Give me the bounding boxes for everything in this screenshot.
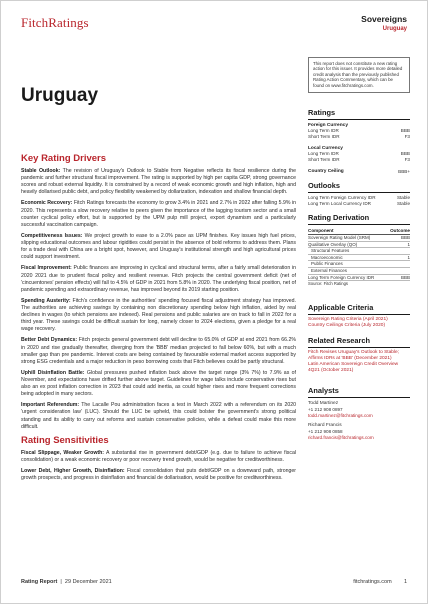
sensitivities-paragraph [21, 450, 296, 464]
analyst-phone: +1 212 908 0858 [308, 429, 343, 435]
derivation-col-component: Component [308, 228, 334, 233]
key_drivers-paragraph-lead: Better Debt Dynamics: [21, 337, 78, 344]
sensitivities-paragraph-lead: Fiscal Slippage, Weaker Growth: [21, 449, 105, 456]
footer-site-link[interactable]: fitchratings.com [353, 579, 392, 585]
key_drivers-paragraph-text: The Lacalle Pou administration faces a test in March 2022 with a referendum on its 2020 'urgent consideration law' (LUC). Should the LUC be upheld, this could bolster the government's strong political standing and its ability to carry out reforms and sustain conservative policies, while a defeat could make this more difficult. [21, 402, 296, 430]
derivation-row [308, 261, 410, 268]
sidebar [308, 57, 410, 441]
derivation-value: BBB [400, 274, 410, 280]
derivation-row [308, 242, 410, 249]
key_drivers-paragraph-lead: Uphill Disinflation Battle: [21, 369, 85, 376]
main-column [21, 153, 296, 486]
page-title: Uruguay [21, 85, 99, 106]
country-ceiling-label: Country Ceiling [308, 169, 344, 174]
local-currency-rows [308, 151, 410, 163]
footer-date: 29 December 2021 [64, 579, 112, 585]
key_drivers-paragraph-text: We project growth to ease to a 2.0% pace as UPM finishes. Key issues high fuel prices, slipping educational outcomes and labour rigidities could persist in the absence of bold reforms to address them. Plans for a trade deal with China are a bright spot, however, and Uruguay's institutional strength and high agricultural prices could support investment. [21, 232, 296, 261]
key_drivers-paragraph [21, 337, 296, 365]
derivation-heading: Rating Derivation [308, 213, 410, 225]
country-ceiling-value: BBB+ [398, 169, 410, 174]
key_drivers-paragraph-lead: Important Referendum: [21, 402, 80, 409]
derivation-row [308, 268, 410, 275]
local-rating-value: BBB [400, 151, 410, 156]
key_drivers-paragraph [21, 402, 296, 430]
key_drivers-paragraph-text: Fitch's confidence in the authorities' spending focused fiscal adjustment strategy has improved. The authorities are achieving savings by containing non discretionary spending below high inflation, aided by real declines in wages (to which pensions are indexed). Real pensions and public salaries are on track to fall in 2022 for a third year. These savings could be difficult sustain for long, namely closer to 2024 elections, given a pledge for a real wage recovery. [21, 297, 296, 333]
foreign-rating-row [308, 134, 410, 140]
key_drivers-paragraph-lead: Economic Recovery: [21, 200, 73, 207]
key_drivers-paragraph [21, 265, 296, 293]
local-currency-label: Local Currency [308, 146, 343, 151]
research-link[interactable]: Latin American Sovereign Credit Overview 4Q21 (October 2021) [308, 361, 399, 374]
foreign-rating-label: Long Term IDR [308, 128, 339, 133]
derivation-label: Qualitative Overlay (QO) [308, 241, 358, 247]
key_drivers-paragraph-lead: Spending Austerity: [21, 297, 71, 304]
local-rating-label: Short Term IDR [308, 157, 340, 162]
derivation-label: Macroeconomic [311, 254, 343, 260]
derivation-value: BBB [400, 235, 410, 240]
key_drivers-paragraph-lead: Stable Outlook: [21, 168, 61, 174]
outlook-value: Stable [396, 201, 410, 206]
analyst-email-link[interactable]: todd.martinez@fitchratings.com [308, 413, 373, 419]
criteria-list [308, 317, 410, 329]
disclaimer-box: This report does not constitute a new rating action for this issuer. It provides more detailed credit analysis than the previously published Rating Action Commentary, which can be found on www.fitchratings.com. [308, 57, 410, 93]
derivation-row [308, 255, 410, 262]
key-drivers-heading: Key Rating Drivers [21, 153, 107, 164]
outlook-label: Long Term Local Currency IDR [308, 201, 371, 206]
local-rating-label: Long Term IDR [308, 151, 339, 156]
derivation-label: Long Term Foreign Currency IDR [308, 274, 375, 280]
research-list [308, 350, 410, 375]
key_drivers-paragraph-lead: Competitiveness Issues: [21, 232, 83, 239]
outlook-label: Long Term Foreign Currency IDR [308, 195, 376, 200]
sensitivities-list [21, 450, 296, 482]
key_drivers-paragraph [21, 168, 296, 196]
foreign-rating-label: Short Term IDR [308, 134, 340, 139]
sensitivities-heading: Rating Sensitivities [21, 434, 109, 446]
footer-left: Rating Report | 29 December 2021 [21, 579, 112, 585]
derivation-value: 1 [407, 241, 410, 247]
research-link[interactable]: Fitch Revises Uruguay's Outlook to Stable; Affirms IDRs at 'BBB' (December 2021) [308, 349, 400, 361]
criteria-heading: Applicable Criteria [308, 303, 410, 315]
derivation-label: Public Finances [311, 261, 343, 267]
key_drivers-paragraph-text: Public finances are improving in cyclical and structural terms, after a fairly small deterioration in 2020 2021 due to prudent fiscal policy and resilient revenue. Fitch projects the central government deficit (net of 'cincuentones' pension effects) will fall to 4.5% of GDP in 2021 from 5.8% in 2020. The underlying fiscal position, net of pandemic spending and extraordinary revenue, has improved beyond its 2019 starting position. [21, 265, 297, 293]
key_drivers-paragraph [21, 370, 296, 398]
foreign-rating-value: F3 [404, 134, 410, 139]
sensitivities-paragraph [21, 468, 296, 482]
key_drivers-paragraph-text: Global pressures pushed inflation back above the target range (3% 7%) to 7.9% as of November, and expectations have drifted further above target. Guidelines for wage talks include conservative rises but also an ex post inflation correction in 2023 that could add inertia, as could higher rises and more frequent corrections being adopted in many sectors. [21, 369, 296, 398]
key_drivers-paragraph-text: Fitch Ratings forecasts the economy to grow 3.4% in 2021 and 2.7% in 2022 after falling 5.9% in 2020. This represents a slow recovery relative to peers given the importance of the lagging tourism sector and a small counter cyclical policy effort, but is supported by the UPM pulp mill project, export dynamism and a particularly successful vaccination campaign. [21, 200, 296, 228]
derivation-label: Sovereign Rating Model (SRM) [308, 235, 371, 240]
analyst-phone: +1 212 908 0897 [308, 407, 343, 413]
derivation-label: Structural Features [311, 248, 350, 254]
key_drivers-paragraph [21, 233, 296, 261]
derivation-label: External Finances [311, 267, 348, 273]
key_drivers-paragraph-text: Fitch projects general government debt will decline to 65.0% of GDP at end 2021 from 66.2% in 2020 and rise gradually thereafter, diverging from the 'BBB' median projected to fall below 60%, but with a much smaller gap than pre pandemic. Interest costs are being contained by favourable external market access supported by strong ESG credentials and a major reduction in peso borrowing costs that Fitch believes could be partly structural. [21, 337, 296, 365]
analyst-card [308, 423, 410, 441]
key_drivers-paragraph [21, 200, 296, 228]
analyst-name: Richard Francis [308, 423, 342, 429]
derivation-table-header [308, 227, 410, 235]
derivation-row [308, 235, 410, 242]
fitch-logo: FitchRatings [21, 15, 89, 30]
key_drivers-paragraph [21, 298, 296, 333]
derivation-col-outcome: Outcome [390, 228, 410, 233]
derivation-source-text: Source: Fitch Ratings [308, 281, 349, 287]
outlooks-heading: Outlooks [308, 181, 410, 193]
analysts-list [308, 401, 410, 441]
analyst-name: Todd Martinez [308, 401, 339, 407]
criteria-link[interactable]: Country Ceilings Criteria (July 2020) [308, 323, 386, 329]
sector-label: Sovereigns [361, 14, 407, 24]
footer-doc-type: Rating Report [21, 579, 58, 585]
analysts-heading: Analysts [308, 386, 410, 398]
sensitivities-paragraph-lead: Lower Debt, Higher Growth, Disinflation: [21, 468, 125, 475]
outlooks-rows [308, 195, 410, 207]
derivation-value: 1 [407, 254, 410, 260]
footer-right [353, 579, 407, 585]
foreign-rating-value: BBB [400, 128, 410, 133]
sensitivities-paragraph-text: A substantial rise in government debt/GDP (e.g. due to failure to achieve fiscal consolidation) or a weak economic recovery or poor recovery trend growth, would be negative for creditworthiness. [21, 449, 296, 463]
key_drivers-paragraph-text: The revision of Uruguay's Outlook to Stable from Negative reflects its fiscal resilience during the pandemic and further structural fiscal improvement. The rating is supported by high per capita GDP, strong governance scores and robust external liquidity. It is constrained by a record of weak economic growth and high inflation, high and heavily dollarised public debt, and policy flexibility weakened by dollarization, indexation and shallow financial depth. [21, 168, 296, 196]
key-drivers-list [21, 168, 296, 431]
derivation-source [308, 281, 410, 287]
country-label: Uruguay [382, 26, 407, 32]
derivation-row [308, 275, 410, 282]
country-ceiling-row [308, 169, 410, 175]
local-rating-row [308, 157, 410, 163]
ratings-heading: Ratings [308, 108, 410, 120]
analyst-card [308, 401, 410, 419]
analyst-email-link[interactable]: richard.francis@fitchratings.com [308, 435, 374, 441]
foreign-currency-rows [308, 128, 410, 140]
outlook-value: Stable [396, 195, 410, 200]
sensitivities-paragraph-text: Fiscal consolidation that puts debt/GDP on a downward path, stronger growth prospects, and progress in disinflation and financial de dollarisation, would be positive for creditworthiness. [21, 468, 296, 482]
footer [21, 579, 407, 585]
criteria-link[interactable]: Sovereign Rating Criteria (April 2021) [308, 317, 388, 323]
foreign-currency-label: Foreign Currency [308, 123, 348, 128]
research-heading: Related Research [308, 336, 410, 348]
page-number: 1 [403, 579, 407, 585]
derivation-row [308, 248, 410, 255]
key_drivers-paragraph-lead: Fiscal Improvement: [21, 265, 72, 272]
derivation-table-body [308, 235, 410, 281]
local-rating-value: F3 [404, 157, 410, 162]
outlook-row [308, 201, 410, 207]
